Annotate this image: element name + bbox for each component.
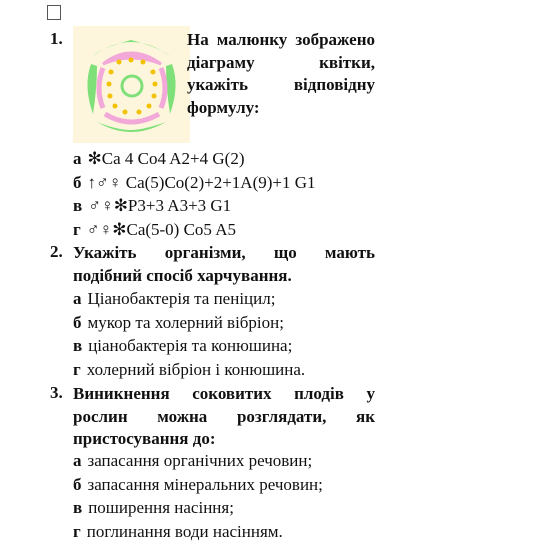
option-b[interactable]: б ↑♂♀ Ca(5)Co(2)+2+1A(9)+1 G1 bbox=[73, 171, 316, 195]
option-a[interactable]: а ✻Ca 4 Co4 A2+4 G(2) bbox=[73, 147, 316, 171]
question-text: Укажіть організми, що мають подібний спосіб харчування. bbox=[73, 242, 375, 287]
options-list bbox=[73, 147, 316, 241]
option-b[interactable]: б мукор та холерний вібріон; bbox=[73, 311, 305, 335]
option-b[interactable]: б запасання мінеральних речовин; bbox=[73, 473, 323, 497]
option-a[interactable]: а запасання органічних речовин; bbox=[73, 449, 323, 473]
flower-diagram bbox=[73, 26, 190, 143]
checkbox[interactable] bbox=[47, 5, 61, 20]
option-c[interactable]: в поширення насіння; bbox=[73, 496, 323, 520]
question-number: 3. bbox=[50, 383, 63, 403]
question-text: Виникнення соковитих плодів у рослин можна розглядати, як пристосування до: bbox=[73, 383, 375, 451]
question-number: 2. bbox=[50, 242, 63, 262]
option-d[interactable]: г поглинання води насінням. bbox=[73, 520, 323, 543]
option-a[interactable]: а Ціанобактерія та пеніцил; bbox=[73, 287, 305, 311]
option-c[interactable]: в ♂♀✻P3+3 A3+3 G1 bbox=[73, 194, 316, 218]
question-text: На малюнку зображено діаграму квітки, укажіть відповідну формулу: bbox=[187, 29, 375, 119]
option-d[interactable]: г холерний вібріон і конюшина. bbox=[73, 358, 305, 382]
question-number: 1. bbox=[50, 29, 63, 49]
flower-diagram-icon bbox=[73, 26, 190, 143]
options-list bbox=[73, 449, 323, 543]
options-list bbox=[73, 287, 305, 381]
option-d[interactable]: г ♂♀✻Ca(5-0) Co5 A5 bbox=[73, 218, 316, 242]
option-c[interactable]: в ціанобактерія та конюшина; bbox=[73, 334, 305, 358]
